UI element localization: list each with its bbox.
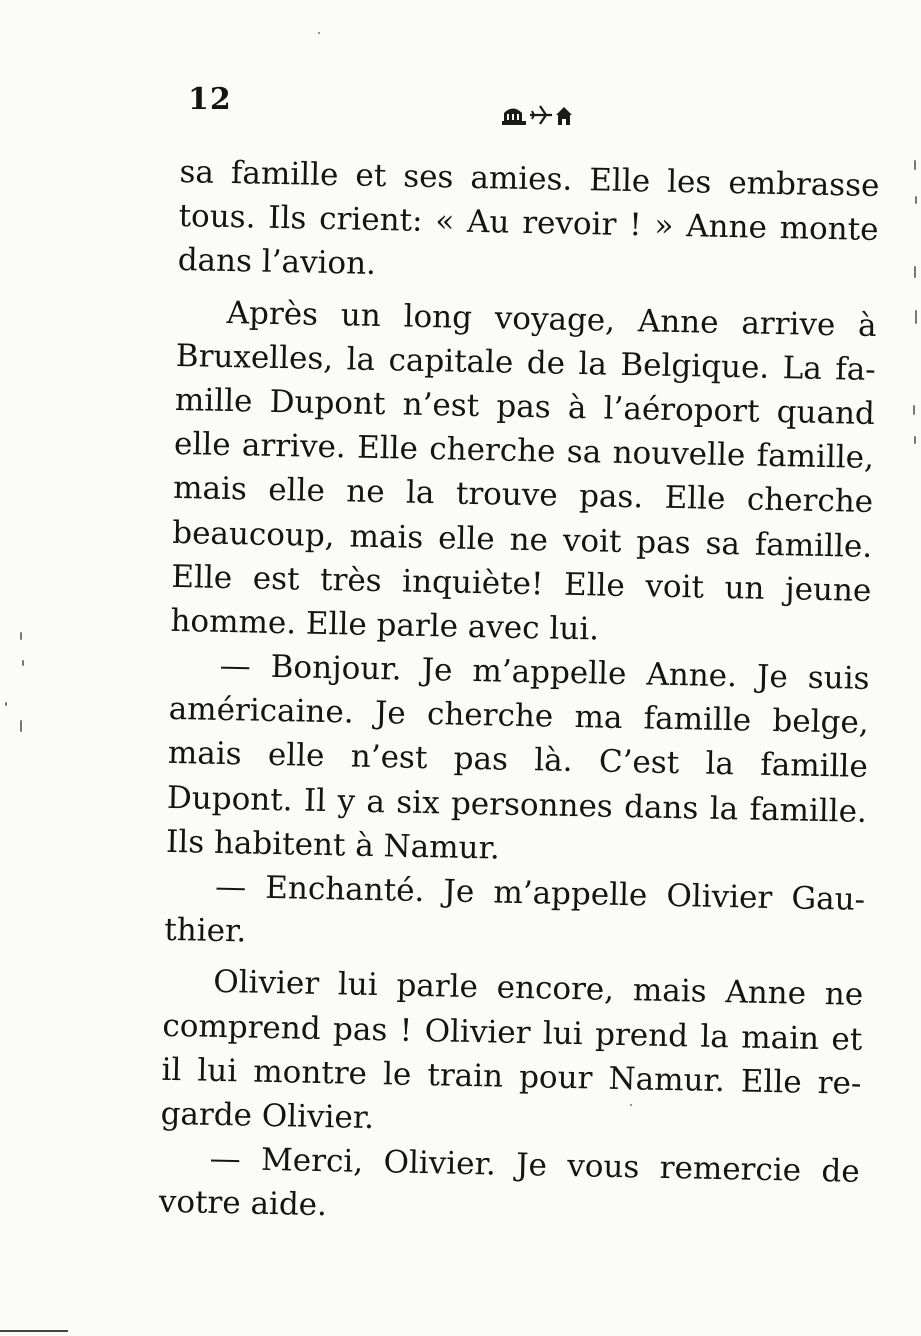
page-number: 12 xyxy=(188,82,232,117)
body-text xyxy=(158,150,879,1238)
scan-speck xyxy=(914,436,916,444)
text-line: mais elle ne la trouve pas. Elle cherche xyxy=(172,470,874,521)
scan-speck xyxy=(915,310,917,324)
scan-speck xyxy=(20,720,22,732)
scan-speck xyxy=(22,660,24,666)
text-line: garde Olivier. xyxy=(160,1095,375,1137)
text-line: comprend pas ! Olivier lui prend la main et xyxy=(162,1007,863,1058)
paragraph-4 xyxy=(164,864,866,966)
text-line: votre aide. xyxy=(158,1184,328,1224)
text-line: il lui montre le train pour Namur. Elle re- xyxy=(161,1051,862,1102)
scan-speck xyxy=(913,405,915,415)
text-line: tous. Ils crient: « Au revoir ! » Anne monte xyxy=(178,198,879,249)
text-line: mais elle n’est pas là. C’est la famille xyxy=(167,735,869,786)
text-line: homme. Elle parle avec lui. xyxy=(170,602,600,648)
text-line: — Merci, Olivier. Je vous remercie de xyxy=(209,1140,860,1190)
text-line: dans l’avion. xyxy=(177,242,377,283)
edge-rule xyxy=(0,1330,68,1332)
text-line: Elle est très inquiète! Elle voit un jeune xyxy=(171,558,872,609)
text-line: Bruxelles, la capitale de la Belgique. La fa- xyxy=(175,337,877,388)
paragraph-5 xyxy=(160,959,863,1150)
scan-speck xyxy=(5,702,7,706)
paragraph-6 xyxy=(158,1136,860,1238)
text-line: elle arrive. Elle cherche sa nouvelle famille, xyxy=(173,426,875,477)
scan-speck xyxy=(630,1104,632,1106)
text-line: — Bonjour. Je m’appelle Anne. Je suis xyxy=(219,647,870,698)
scan-speck xyxy=(915,196,917,204)
text-line: Ils habitent à Namur. xyxy=(165,823,501,867)
scan-speck xyxy=(318,32,320,34)
text-line: Dupont. Il y a six personnes dans la famille. xyxy=(166,779,868,830)
paragraph-1 xyxy=(177,150,880,297)
text-line: — Enchanté. Je m’appelle Olivier Gau- xyxy=(214,868,866,918)
scan-speck xyxy=(914,266,916,278)
scan-speck xyxy=(914,160,916,170)
text-line: beaucoup, mais elle ne voit pas sa famille. xyxy=(171,514,873,565)
text-line: mille Dupont n’est pas à l’aéroport quand xyxy=(174,381,876,432)
text-line: américaine. Je cherche ma famille belge, xyxy=(168,691,869,742)
text-line: sa famille et ses amies. Elle les embrasse xyxy=(179,153,880,205)
building-airplane-house-icon xyxy=(502,101,582,127)
text-line: Olivier lui parle encore, mais Anne ne xyxy=(212,964,864,1014)
text-line: Après un long voyage, Anne arrive à xyxy=(226,294,877,344)
paragraph-2 xyxy=(170,290,877,657)
paragraph-3 xyxy=(166,643,870,878)
scan-speck xyxy=(20,632,22,640)
text-line: thier. xyxy=(163,912,247,950)
